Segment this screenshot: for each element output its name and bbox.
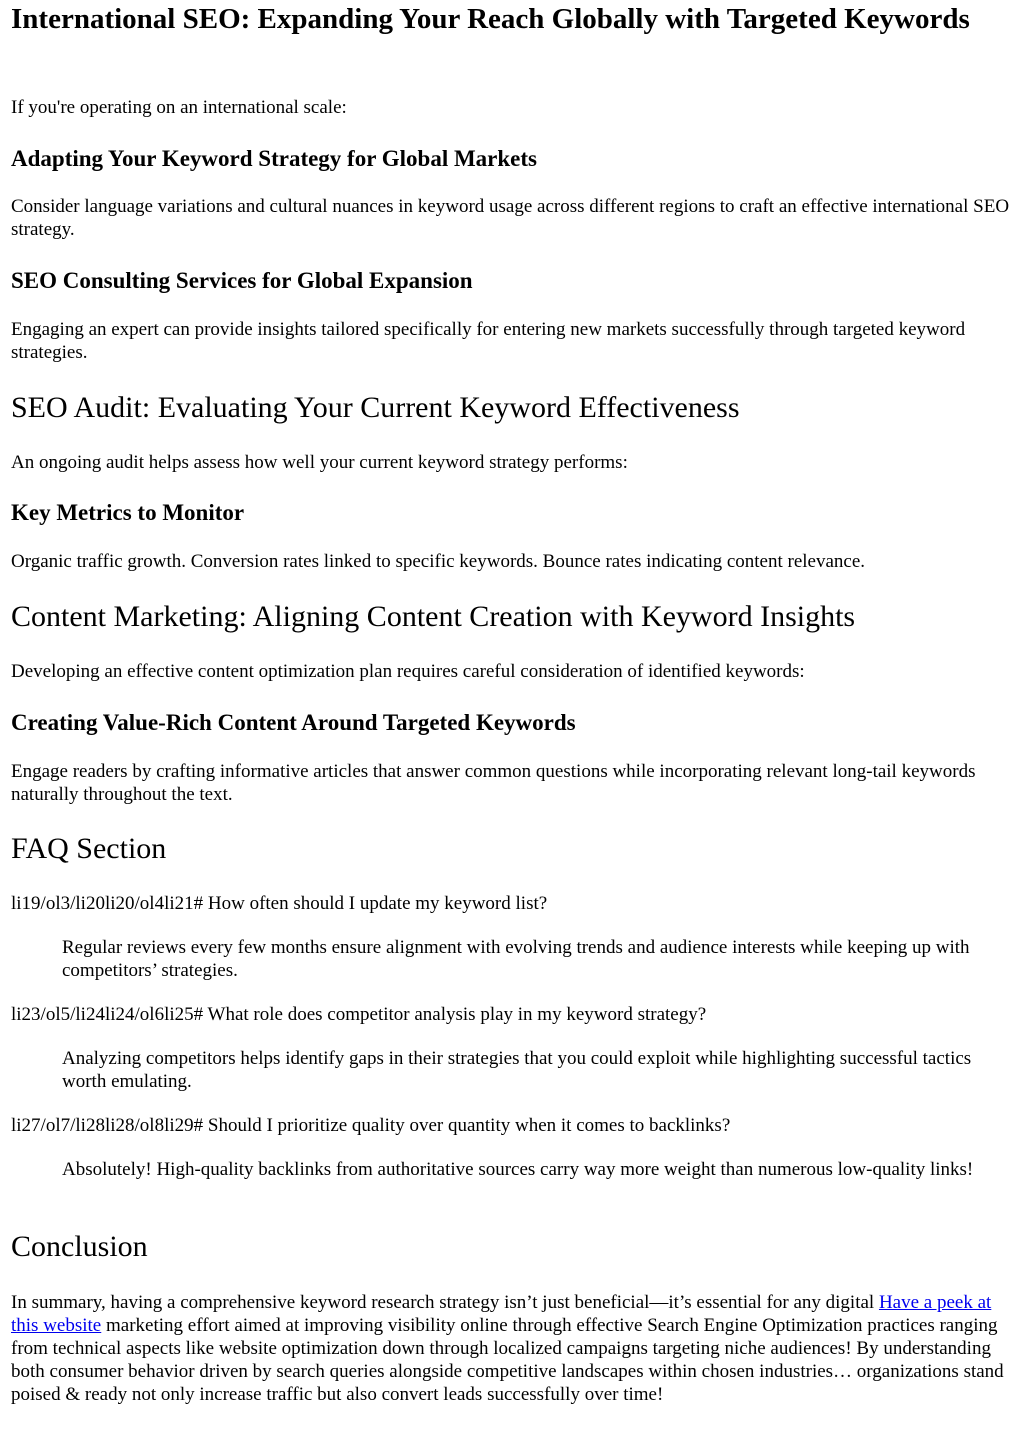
faq-question-1: li19/ol3/li20li20/ol4li21# How often should I update my keyword list?	[11, 893, 548, 914]
subheading-consulting-services: SEO Consulting Services for Global Expansion	[11, 268, 473, 293]
faq-question-2: li23/ol5/li24li24/ol6li25# What role does competitor analysis play in my keyword strategy?	[11, 1004, 707, 1025]
paragraph-value-rich-content: Engage readers by crafting informative articles that answer common questions while incorporating relevant long-tail keywords naturally throughout the text.	[11, 761, 976, 805]
conclusion-text-after: marketing effort aimed at improving visibility online through effective Search Engine Optimization practices ranging from technical aspects like website optimization down through localized campaigns targeting niche audiences! By understanding both consumer behavior driven by search queries alongside competitive landscapes within chosen industries… organizations stand poised & ready not only increase traffic but also convert leads successfully over time!	[11, 1315, 1004, 1405]
section-title-conclusion: Conclusion	[11, 1230, 148, 1263]
section-title-international: International SEO: Expanding Your Reach Globally with Targeted Keywords	[11, 3, 970, 35]
subheading-key-metrics: Key Metrics to Monitor	[11, 500, 245, 525]
peek-website-link[interactable]: Have a peek at this website	[11, 1292, 992, 1336]
faq-answer-3: Absolutely! High-quality backlinks from authoritative sources carry way more weight than numerous low-quality links!	[62, 1159, 974, 1180]
paragraph-key-metrics: Organic traffic growth. Conversion rates linked to specific keywords. Bounce rates indicating content relevance.	[11, 551, 866, 572]
paragraph-content-intro: Developing an effective content optimization plan requires careful consideration of identified keywords:	[11, 661, 805, 682]
paragraph-conclusion	[11, 1291, 1012, 1406]
subheading-global-markets: Adapting Your Keyword Strategy for Global Markets	[11, 146, 538, 171]
section-title-content-marketing: Content Marketing: Aligning Content Creation with Keyword Insights	[11, 600, 856, 633]
faq-answer-2: Analyzing competitors helps identify gaps in their strategies that you could exploit while highlighting successful tactics worth emulating.	[62, 1048, 972, 1092]
conclusion-text-before: In summary, having a comprehensive keyword research strategy isn’t just beneficial—it’s essential for any digital	[11, 1292, 879, 1313]
paragraph-consulting-services: Engaging an expert can provide insights tailored specifically for entering new markets successfully through targeted keyword strategies.	[11, 319, 966, 363]
section-title-faq: FAQ Section	[11, 832, 167, 865]
subheading-value-rich-content: Creating Value-Rich Content Around Targeted Keywords	[11, 710, 576, 735]
faq-question-3: li27/ol7/li28li28/ol8li29# Should I prioritize quality over quantity when it comes to backlinks?	[11, 1115, 731, 1136]
paragraph-international-intro: If you're operating on an international scale:	[11, 97, 347, 118]
faq-answer-1: Regular reviews every few months ensure alignment with evolving trends and audience interests while keeping up with competitors’ strategies.	[62, 937, 970, 981]
paragraph-audit-intro: An ongoing audit helps assess how well your current keyword strategy performs:	[11, 452, 628, 473]
paragraph-global-markets: Consider language variations and cultural nuances in keyword usage across different regions to craft an effective international SEO strategy.	[11, 196, 1010, 240]
section-title-audit: SEO Audit: Evaluating Your Current Keyword Effectiveness	[11, 391, 740, 424]
